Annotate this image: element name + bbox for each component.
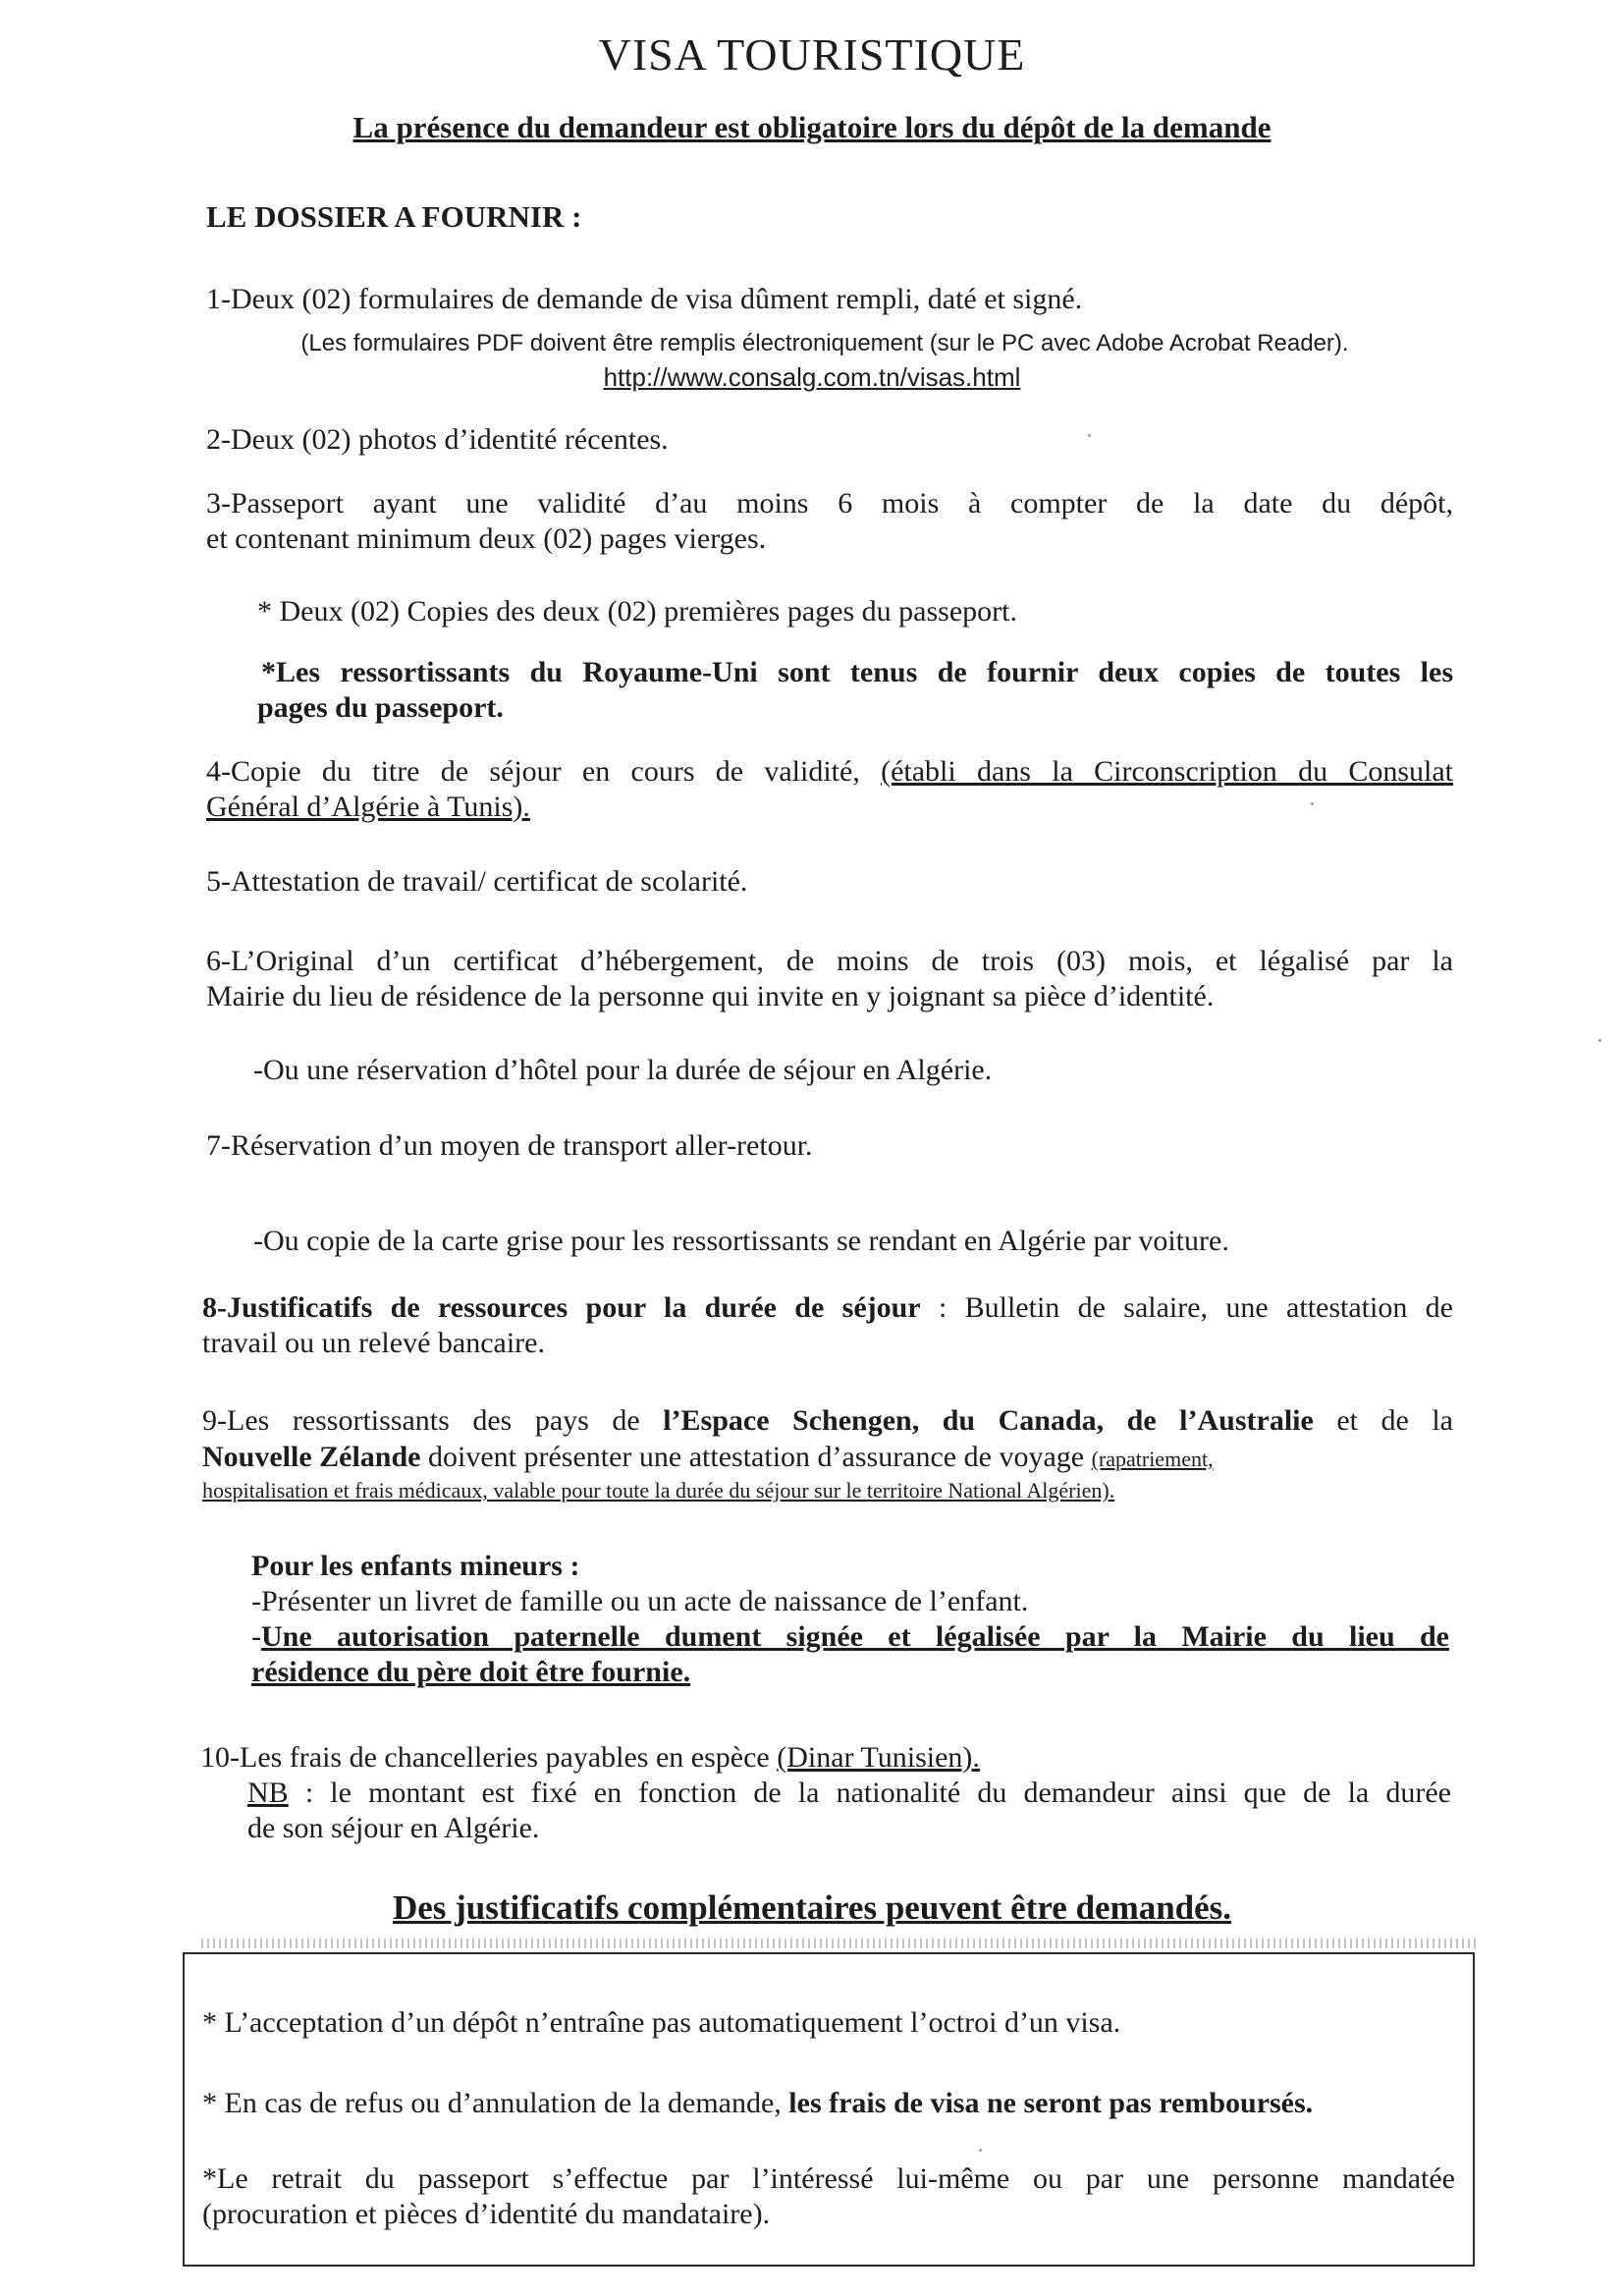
notice-3-line-2: (procuration et pièces d’identité du mandataire). <box>202 2198 771 2230</box>
item-5-text: 5-Attestation de travail/ certificat de scolarité. <box>206 865 748 898</box>
item-4-underlined-2: Général d’Algérie à Tunis). <box>206 791 530 823</box>
item-9-countries: l’Espace Schengen, du Canada, de l’Australie <box>663 1404 1314 1437</box>
item-4-underlined-1: (établi dans la Circonscription du Consulat <box>881 755 1453 788</box>
notice-2-text: * En cas de refus ou d’annulation de la demande, <box>202 2087 789 2119</box>
page-title: VISA TOURISTIQUE <box>598 29 1026 80</box>
item-9-line-2 <box>202 1440 1459 1477</box>
item-3-line-2: et contenant minimum deux (02) pages vierges. <box>206 522 767 555</box>
complementary-notice: Des justificatifs complémentaires peuvent être demandés. <box>392 1888 1232 1927</box>
item-1-text: 1-Deux (02) formulaires de demande de visa dûment rempli, daté et signé. <box>206 283 1083 315</box>
item-1-note: (Les formulaires PDF doivent être remplis électroniquement (sur le PC avec Adobe Acrobat Reader). <box>300 330 1349 356</box>
scan-speck <box>1598 1039 1601 1042</box>
notice-3-line-1: *Le retrait du passeport s’effectue par l’intéressé lui-même ou par une personne mandatée <box>202 2162 1455 2195</box>
notice-2 <box>202 2086 1455 2121</box>
notice-2-bold: les frais de visa ne seront pas remboursés. <box>788 2087 1314 2119</box>
item-3-line-1: 3-Passeport ayant une validité d’au moins 6 mois à compter de la date du dépôt, <box>206 487 1453 519</box>
visa-forms-link[interactable]: http://www.consalg.com.tn/visas.html <box>603 362 1021 392</box>
minors-line-1: -Présenter un livret de famille ou un acte de naissance de l’enfant. <box>251 1585 1029 1617</box>
item-8-rest: : Bulletin de salaire, une attestation de <box>920 1291 1453 1324</box>
scan-speck <box>1311 802 1314 805</box>
item-10-nb-line-2: de son séjour en Algérie. <box>247 1812 540 1844</box>
item-8-line-2: travail ou un relevé bancaire. <box>202 1327 545 1359</box>
item-9-p2: et de la <box>1313 1404 1453 1437</box>
minors-line-2 <box>251 1619 1449 1655</box>
minors-authorization: Une autorisation paternelle dument signée et légalisée par la Mairie du lieu de <box>261 1620 1449 1653</box>
item-9-p3: doivent présenter une attestation d’assurance de voyage <box>420 1441 1092 1473</box>
item-6-alt: -Ou une réservation d’hôtel pour la durée de séjour en Algérie. <box>253 1054 993 1086</box>
item-4-prefix: 4-Copie du titre de séjour en cours de validité, <box>206 755 860 788</box>
item-10-currency: (Dinar Tunisien). <box>777 1741 980 1774</box>
item-10-line-1 <box>200 1740 1457 1776</box>
item-8-line-1 <box>202 1290 1453 1326</box>
notice-1: * L’acceptation d’un dépôt n’entraîne pas automatiquement l’octroi d’un visa. <box>202 2006 1121 2039</box>
item-9-new-zealand: Nouvelle Zélande <box>202 1441 421 1473</box>
scan-speck <box>1088 434 1091 437</box>
item-3-uk-line-1: *Les ressortissants du Royaume-Uni sont tenus de fournir deux copies de toutes les <box>261 656 1453 688</box>
item-7-text: 7-Réservation d’un moyen de transport aller-retour. <box>206 1129 813 1162</box>
item-10-nb-label: NB <box>247 1777 289 1809</box>
item-8-bold: 8-Justificatifs de ressources pour la durée de séjour <box>202 1291 921 1324</box>
item-6-line-2: Mairie du lieu de résidence de la personne qui invite en y joignant sa pièce d’identité. <box>206 980 1215 1012</box>
item-4-line-1 <box>206 754 1453 790</box>
item-7-alt: -Ou copie de la carte grise pour les ressortissants se rendant en Algérie par voiture. <box>253 1225 1229 1257</box>
dotted-divider <box>201 1939 1478 1948</box>
item-9-p1: 9-Les ressortissants des pays de <box>202 1404 664 1437</box>
item-9-line-1 <box>202 1403 1453 1439</box>
item-2-text: 2-Deux (02) photos d’identité récentes. <box>206 423 669 456</box>
item-3-uk-line-2: pages du passeport. <box>257 691 504 724</box>
scan-speck <box>979 2149 982 2152</box>
item-6-line-1: 6-L’Original d’un certificat d’hébergement, de moins de trois (03) mois, et légalisé par la <box>206 945 1453 977</box>
item-10-nb-line-1 <box>247 1776 1451 1811</box>
item-9-insurance-detail-2: hospitalisation et frais médicaux, valable pour toute la durée du séjour sur le territoire National Algérien). <box>202 1478 1115 1503</box>
item-3-copies: * Deux (02) Copies des deux (02) premières pages du passeport. <box>257 595 1017 628</box>
item-10-nb-text: : le montant est fixé en fonction de la nationalité du demandeur ainsi que de la durée <box>288 1777 1451 1809</box>
item-10-prefix: 10-Les frais de chancelleries payables en espèce <box>200 1741 778 1774</box>
minors-line-3: résidence du père doit être fournie. <box>251 1656 691 1688</box>
item-9-insurance-detail-1: (rapatriement, <box>1091 1447 1214 1471</box>
minors-dash: - <box>251 1620 261 1653</box>
page-subtitle: La présence du demandeur est obligatoire lors du dépôt de la demande <box>352 110 1272 144</box>
minors-heading: Pour les enfants mineurs : <box>251 1550 580 1582</box>
dossier-heading: LE DOSSIER A FOURNIR : <box>206 199 582 234</box>
